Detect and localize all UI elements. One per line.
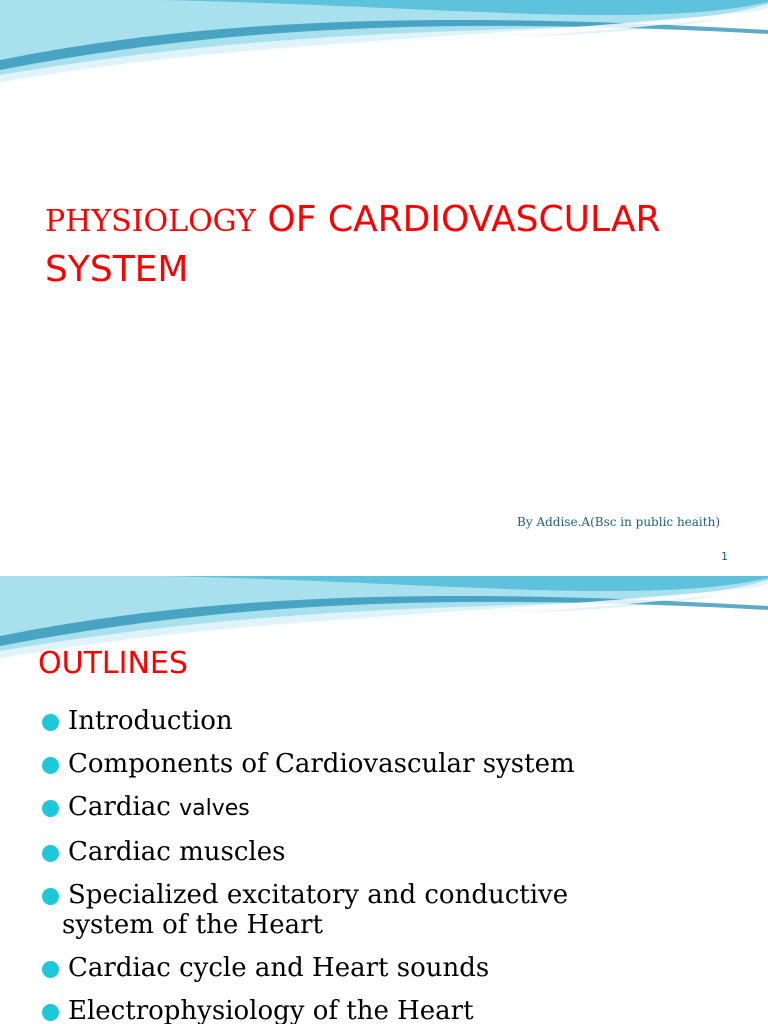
list-item-text: Components of Cardiovascular system <box>68 749 575 779</box>
list-item-text: Cardiac muscles <box>68 837 286 867</box>
list-item <box>40 878 760 942</box>
bullet-dot-icon <box>42 714 59 731</box>
title-part-2: OF CARDIOVASCULAR <box>255 199 661 240</box>
bullet-dot-icon <box>42 1004 59 1021</box>
list-item-text: Introduction <box>68 706 233 736</box>
bullet-dot-icon <box>42 961 59 978</box>
page-number: 1 <box>721 550 728 563</box>
outlines-heading: OUTLINES <box>38 646 188 681</box>
bullet-dot-icon <box>42 757 59 774</box>
list-item-text-extra: valves <box>179 796 250 821</box>
author-line: By Addise.A(Bsc in public heaith) <box>517 515 720 529</box>
title-part-1: PHYSIOLOGY <box>45 204 256 239</box>
outline-list <box>40 704 760 1024</box>
slide-divider <box>0 568 768 576</box>
list-item-text: Cardiac cycle and Heart sounds <box>68 953 490 983</box>
list-item-text: Specialized excitatory and conductive <box>68 880 569 910</box>
list-item-text: Electrophysiology of the Heart <box>68 996 474 1024</box>
bullet-dot-icon <box>42 888 59 905</box>
outlines-slide <box>0 576 768 1024</box>
list-item <box>40 994 760 1024</box>
bullet-dot-icon <box>42 800 59 817</box>
list-item <box>40 790 760 826</box>
list-item <box>40 835 760 869</box>
title-part-3: SYSTEM <box>45 249 189 290</box>
list-item <box>40 951 760 985</box>
slide-title <box>45 196 745 294</box>
list-item-continuation: system of the Heart <box>62 910 323 940</box>
list-item-text: Cardiac <box>68 792 180 822</box>
list-item <box>40 704 760 738</box>
bullet-dot-icon <box>42 845 59 862</box>
list-item <box>40 747 760 781</box>
wave-banner <box>0 0 768 100</box>
